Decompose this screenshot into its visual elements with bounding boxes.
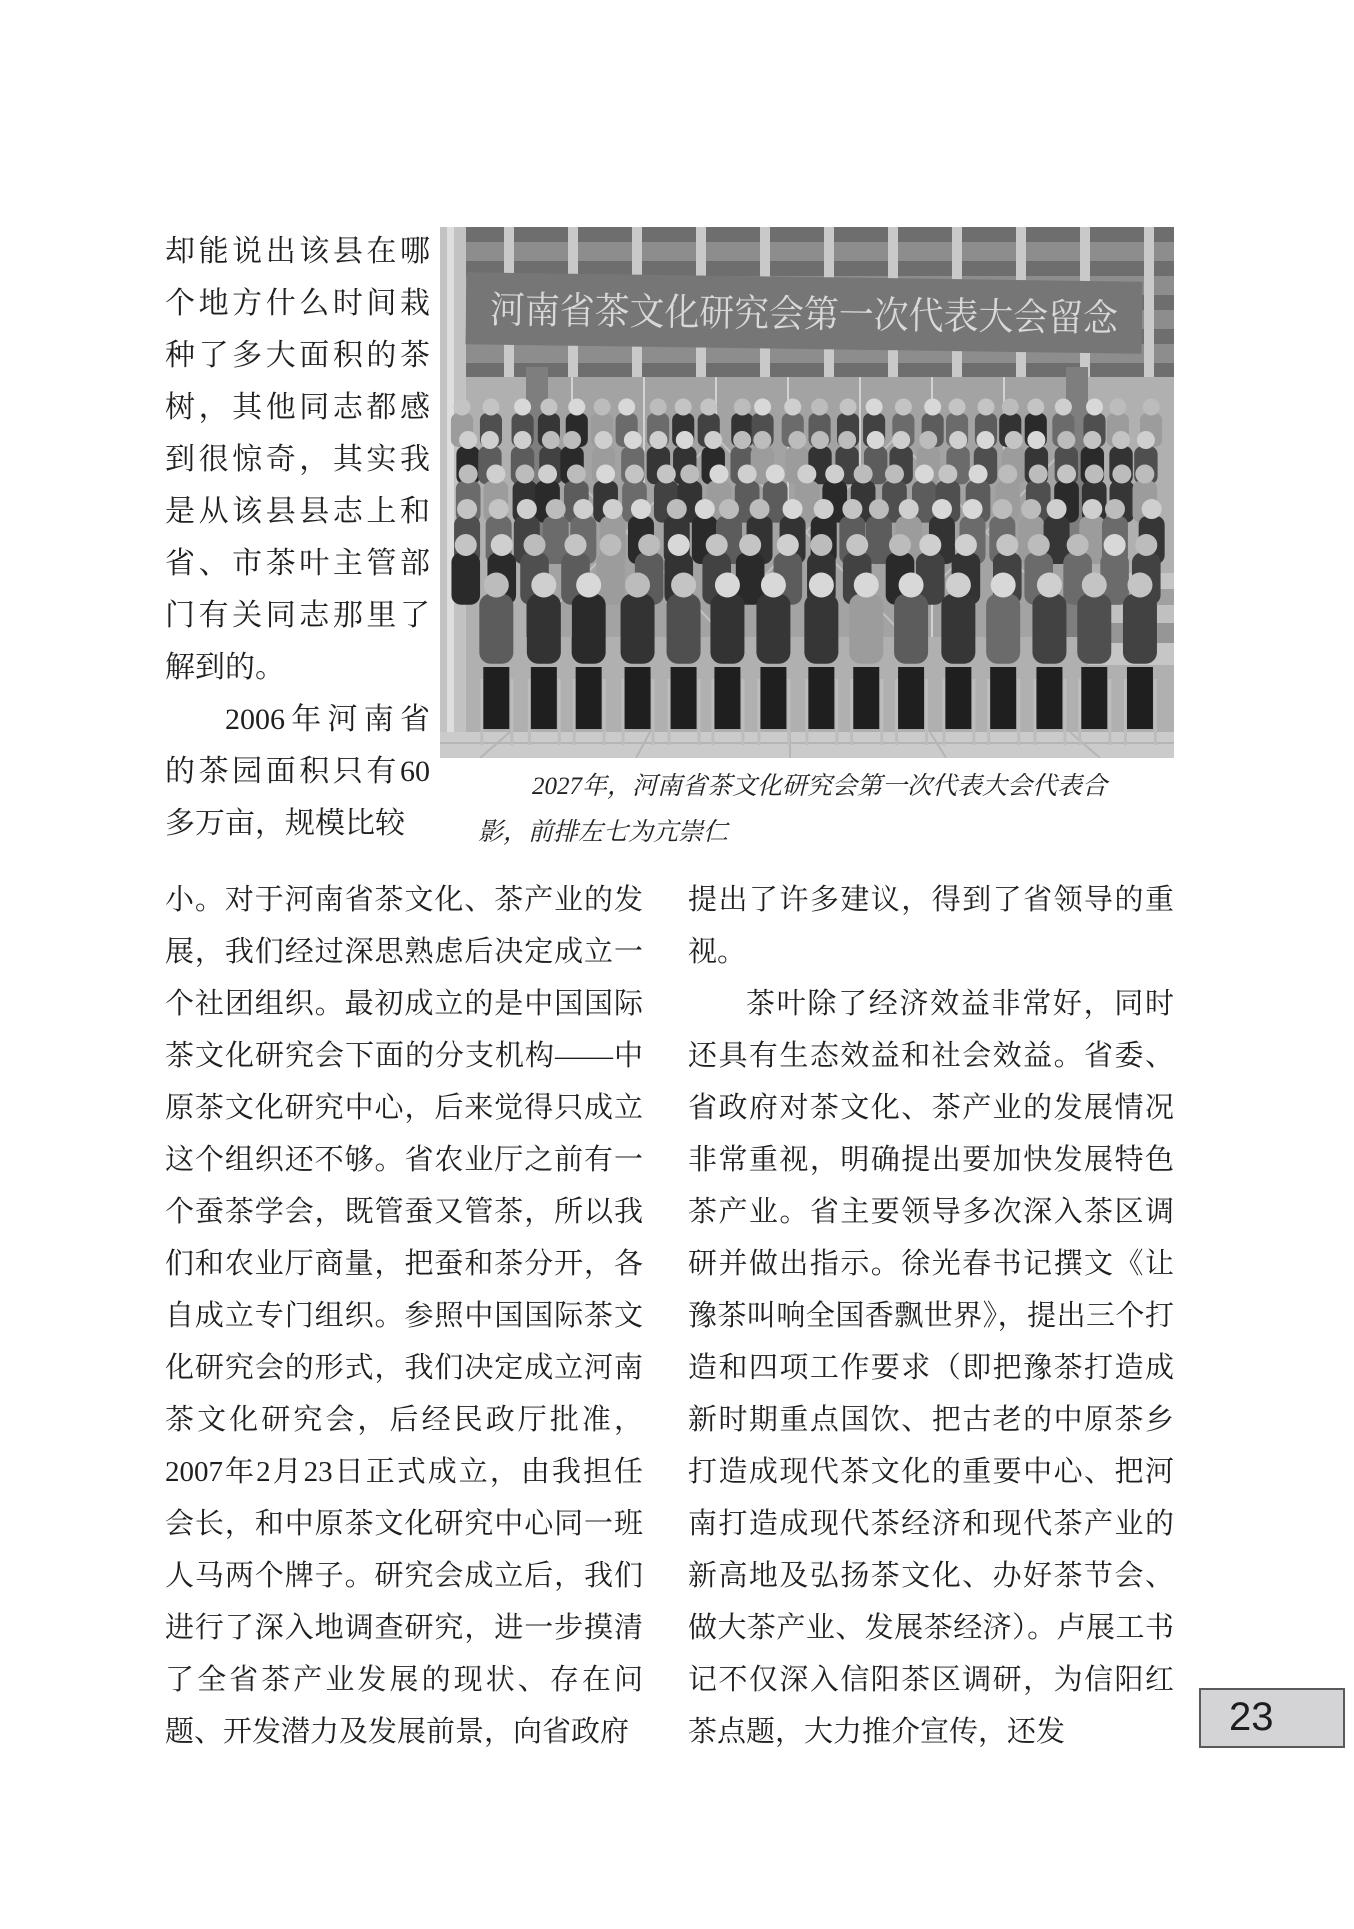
photo-caption: [478, 764, 1142, 856]
photo-banner-text: 河南省茶文化研究会第一次代表大会留念: [489, 289, 1174, 342]
paragraph: 2006年河南省的茶园面积只有60多万亩，规模比较: [165, 703, 430, 840]
page-number-box: [1199, 1688, 1345, 1748]
group-photo-image: [440, 227, 1174, 758]
paragraph-continuation: 却能说出该县在哪个地方什么时间栽种了多大面积的茶树，其他同志都感到很惊奇，其实我是从该县县志上和省、市茶叶主管部门有关同志那里了解到的。: [165, 235, 430, 684]
narrow-column: [165, 226, 430, 850]
photo-banner: [466, 272, 1174, 353]
page-number: 23: [1229, 1695, 1274, 1739]
caption-line-1: 2027年，河南省茶文化研究会第一次代表大会代表合: [532, 773, 1108, 800]
bottom-left-column: [165, 874, 643, 1758]
paragraph-continuation: 小。对于河南省茶文化、茶产业的发展，我们经过深思熟虑后决定成立一个社团组织。最初成立的是中国国际茶文化研究会下面的分支机构——中原茶文化研究中心，后来觉得只成立这个组织还不够。省农业厅之前有一个蚕茶学会，既管蚕又管茶，所以我们和农业厅商量，把蚕和茶分开，各自成立专门组织。参照中国国际茶文化研究会的形式，我们决定成立河南茶文化研究会，后经民政厅批准，2007年2月23日正式成立，由我担任会长，和中原茶文化研究中心同一班人马两个牌子。研究会成立后，我们进行了深入地调查研究，进一步摸清了全省茶产业发展的现状、存在问题、开发潜力及发展前景，向省政府: [165, 884, 643, 1748]
bottom-right-column: [688, 874, 1174, 1758]
paragraph-continuation: 提出了许多建议，得到了省领导的重视。: [688, 884, 1174, 968]
caption-line-2: 影，前排左七为亢崇仁: [478, 819, 729, 846]
stone-pillar-highlight: [447, 227, 454, 733]
paragraph: 茶叶除了经济效益非常好，同时还具有生态效益和社会效益。省委、省政府对茶文化、茶产业的发展情况非常重视，明确提出要加快发展特色茶产业。省主要领导多次深入茶区调研并做出指示。徐光春书记撰文《让豫茶叫响全国香飘世界》，提出三个打造和四项工作要求（即把豫茶打造成新时期重点国饮、把古老的中原茶乡打造成现代茶文化的重要中心、把河南打造成现代茶经济和现代茶产业的新高地及弘扬茶文化、办好茶节会、做大茶产业、发展茶经济）。卢展工书记不仅深入信阳茶区调研，为信阳红茶点题，大力推介宣传，还发: [688, 988, 1174, 1748]
group-photo-illustration: [440, 227, 1174, 758]
